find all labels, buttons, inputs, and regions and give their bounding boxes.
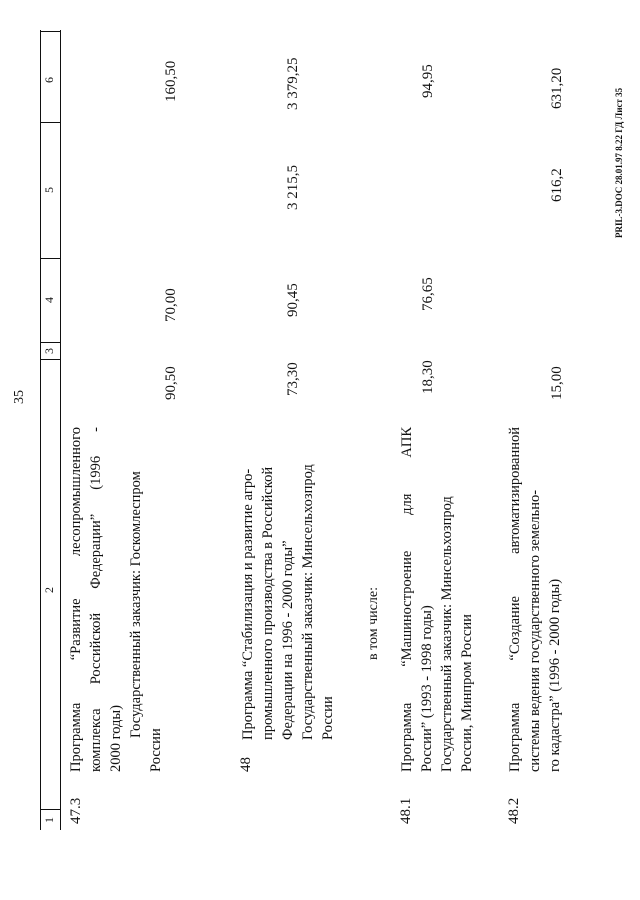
row-value-col6: 631,20 <box>549 67 565 109</box>
row-value-col3: 15,00 <box>549 366 565 400</box>
row-number: 48.2 <box>506 797 522 824</box>
table-top-rule <box>40 30 41 830</box>
row-value-col5: 3 215,5 <box>285 165 301 210</box>
column-header-5: 5 <box>42 187 56 193</box>
column-header-4: 4 <box>42 297 56 303</box>
row-value-col4: 76,65 <box>420 277 436 311</box>
row-value-col4: 70,00 <box>163 288 179 322</box>
subheading-including: в том числе: <box>366 587 381 660</box>
row-program-text: Программа “Стабилизация и развитие агро- промышленного производства в Российской Федерации на 1996 - 2000 годы” Государственный заказчик: Минсельхозпрод России <box>240 464 336 740</box>
row-value-col6: 3 379,25 <box>285 57 301 110</box>
row-program-text: Программа “Создание автоматизированной системы ведения государственного земельно- го кадастра” (1996 - 2000 годы) <box>507 427 563 772</box>
row-value-col5: 616,2 <box>549 168 565 202</box>
row-value-col6: 94,95 <box>420 64 436 98</box>
row-value-col3: 90,50 <box>163 366 179 400</box>
footer-file-stamp: PRIL-3.DOC 28.01.97 8.22 ГД Лист 35 <box>614 87 624 238</box>
row-program-text: Программа “Машиностроение для АПК России” (1993 - 1998 годы) Государственный заказчик: Минсельхозпрод России, Минпром России <box>399 427 475 772</box>
row-value-col3: 18,30 <box>420 360 436 394</box>
column-header-2: 2 <box>42 587 56 593</box>
row-number: 48 <box>238 757 254 772</box>
column-header-1: 1 <box>42 817 56 823</box>
row-value-col6: 160,50 <box>163 60 179 102</box>
table-header-rule <box>60 30 61 830</box>
page-number: 35 <box>12 390 27 404</box>
column-header-6: 6 <box>42 77 56 83</box>
row-program-text: Программа “Развитие лесопромышленного комплекса Российской Федерации” (1996 - 2000 годы) Государственный заказчик: Госкомлеспром России <box>68 427 164 772</box>
row-value-col4: 90,45 <box>285 283 301 317</box>
column-header-3: 3 <box>42 348 56 354</box>
row-number: 48.1 <box>398 797 414 824</box>
row-value-col3: 73,30 <box>285 362 301 396</box>
row-number: 47.3 <box>68 797 84 824</box>
